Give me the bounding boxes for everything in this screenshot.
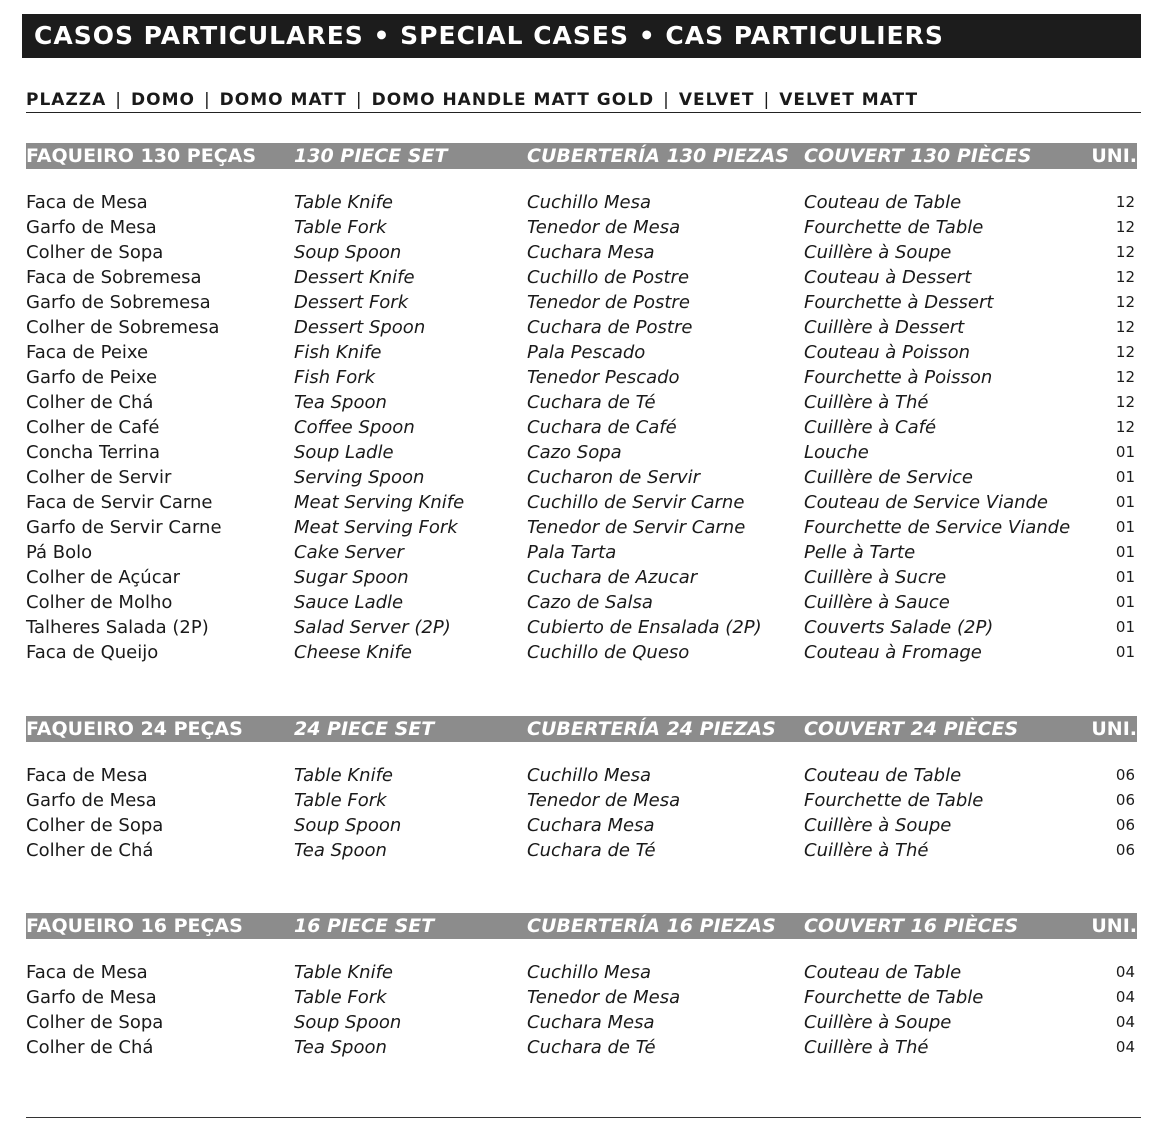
item-name: Cuillère à Soupe xyxy=(804,1012,952,1033)
item-name: Couteau à Fromage xyxy=(804,642,982,663)
item-name: Table Knife xyxy=(294,192,393,213)
table-row xyxy=(26,838,1137,863)
item-name: Fish Knife xyxy=(294,342,382,363)
item-name: Faca de Mesa xyxy=(26,962,148,983)
item-name: Tea Spoon xyxy=(294,840,387,861)
item-name: Faca de Mesa xyxy=(26,765,148,786)
item-name: Couteau de Table xyxy=(804,192,962,213)
item-name: Cuchillo Mesa xyxy=(527,765,652,786)
table-row xyxy=(26,515,1137,540)
item-name: Cuchillo de Queso xyxy=(527,642,690,663)
item-name: Cake Server xyxy=(294,542,404,563)
unit-count: 01 xyxy=(1115,493,1135,511)
item-name: Soup Spoon xyxy=(294,242,402,263)
item-name: Tea Spoon xyxy=(294,1037,387,1058)
item-name: Cuchara de Té xyxy=(527,1037,656,1058)
unit-count: 01 xyxy=(1115,643,1135,661)
item-name: Table Fork xyxy=(294,790,387,811)
item-name: Fourchette de Service Viande xyxy=(804,517,1071,538)
unit-count: 04 xyxy=(1115,963,1135,981)
unit-count: 06 xyxy=(1115,841,1135,859)
product-line-domo-handle-matt-gold: DOMO HANDLE MATT GOLD xyxy=(371,90,655,110)
header-cell: CUBERTERÍA 24 PIEZAS xyxy=(527,718,776,740)
unit-count: 12 xyxy=(1115,368,1135,386)
table-row xyxy=(26,985,1137,1010)
unit-count: 12 xyxy=(1115,268,1135,286)
item-name: Tenedor de Mesa xyxy=(527,987,681,1008)
section-header xyxy=(26,143,1137,169)
table-row xyxy=(26,590,1137,615)
item-name: Concha Terrina xyxy=(26,442,160,463)
separator: | xyxy=(203,90,211,110)
item-name: Cucharon de Servir xyxy=(527,467,701,488)
item-name: Salad Server (2P) xyxy=(294,617,451,638)
table-row xyxy=(26,340,1137,365)
item-name: Cuillère à Thé xyxy=(804,392,929,413)
item-name: Cazo de Salsa xyxy=(527,592,653,613)
item-name: Colher de Molho xyxy=(26,592,173,613)
table-row xyxy=(26,1010,1137,1035)
product-line-domo: DOMO xyxy=(131,90,195,110)
item-name: Garfo de Mesa xyxy=(26,987,157,1008)
item-name: Cubierto de Ensalada (2P) xyxy=(527,617,762,638)
unit-count: 12 xyxy=(1115,318,1135,336)
item-name: Table Fork xyxy=(294,987,387,1008)
table-row xyxy=(26,190,1137,215)
item-name: Tenedor de Postre xyxy=(527,292,690,313)
section-rows xyxy=(26,960,1137,1060)
item-name: Table Knife xyxy=(294,765,393,786)
unit-count: 04 xyxy=(1115,988,1135,1006)
bottom-rule xyxy=(26,1117,1141,1118)
item-name: Cuchillo Mesa xyxy=(527,962,652,983)
item-name: Couteau à Poisson xyxy=(804,342,971,363)
item-name: Garfo de Sobremesa xyxy=(26,292,211,313)
item-name: Cuillère à Soupe xyxy=(804,242,952,263)
section-24-piece-set xyxy=(26,716,1137,863)
separator: | xyxy=(763,90,771,110)
section-header xyxy=(26,716,1137,742)
item-name: Garfo de Servir Carne xyxy=(26,517,222,538)
product-line-velvet: VELVET xyxy=(678,90,755,110)
separator: | xyxy=(663,90,670,110)
table-row xyxy=(26,465,1137,490)
table-row xyxy=(26,440,1137,465)
unit-count: 01 xyxy=(1115,593,1135,611)
section-rows xyxy=(26,763,1137,863)
item-name: Colher de Sopa xyxy=(26,815,164,836)
table-row xyxy=(26,315,1137,340)
item-name: Pala Pescado xyxy=(527,342,646,363)
item-name: Tea Spoon xyxy=(294,392,387,413)
item-name: Colher de Café xyxy=(26,417,160,438)
unit-count: 01 xyxy=(1115,443,1135,461)
table-row xyxy=(26,813,1137,838)
item-name: Cuillère à Thé xyxy=(804,1037,929,1058)
product-line-velvet-matt: VELVET MATT xyxy=(779,90,919,110)
header-cell: UNI. xyxy=(1091,145,1137,167)
item-name: Cheese Knife xyxy=(294,642,412,663)
header-cell: FAQUEIRO 130 PEÇAS xyxy=(26,145,257,167)
table-row xyxy=(26,565,1137,590)
unit-count: 12 xyxy=(1115,343,1135,361)
item-name: Cuillère à Sauce xyxy=(804,592,950,613)
table-row xyxy=(26,788,1137,813)
item-name: Faca de Peixe xyxy=(26,342,149,363)
table-row xyxy=(26,960,1137,985)
item-name: Fourchette à Dessert xyxy=(804,292,994,313)
item-name: Cuchillo de Servir Carne xyxy=(527,492,745,513)
item-name: Meat Serving Fork xyxy=(294,517,458,538)
item-name: Fourchette à Poisson xyxy=(804,367,993,388)
item-name: Pelle à Tarte xyxy=(804,542,916,563)
item-name: Cuchara de Azucar xyxy=(527,567,698,588)
table-row xyxy=(26,390,1137,415)
item-name: Dessert Knife xyxy=(294,267,415,288)
table-row xyxy=(26,415,1137,440)
item-name: Tenedor de Mesa xyxy=(527,217,681,238)
item-name: Garfo de Mesa xyxy=(26,217,157,238)
item-name: Garfo de Mesa xyxy=(26,790,157,811)
item-name: Colher de Chá xyxy=(26,392,154,413)
item-name: Colher de Açúcar xyxy=(26,567,181,588)
unit-count: 04 xyxy=(1115,1013,1135,1031)
item-name: Couverts Salade (2P) xyxy=(804,617,994,638)
separator: | xyxy=(355,90,363,110)
item-name: Fourchette de Table xyxy=(804,217,984,238)
item-name: Colher de Sopa xyxy=(26,1012,164,1033)
item-name: Fourchette de Table xyxy=(804,790,984,811)
section-rows xyxy=(26,190,1137,665)
item-name: Colher de Servir xyxy=(26,467,172,488)
unit-count: 12 xyxy=(1115,293,1135,311)
unit-count: 01 xyxy=(1115,618,1135,636)
item-name: Cuillère à Café xyxy=(804,417,937,438)
unit-count: 01 xyxy=(1115,543,1135,561)
item-name: Cuchillo Mesa xyxy=(527,192,652,213)
header-cell: 16 PIECE SET xyxy=(294,915,435,937)
header-cell: FAQUEIRO 16 PEÇAS xyxy=(26,915,243,937)
item-name: Cuchillo de Postre xyxy=(527,267,690,288)
unit-count: 06 xyxy=(1115,766,1135,784)
table-row xyxy=(26,1035,1137,1060)
unit-count: 01 xyxy=(1115,518,1135,536)
product-line-domo-matt: DOMO MATT xyxy=(219,90,347,110)
unit-count: 01 xyxy=(1115,468,1135,486)
item-name: Couteau à Dessert xyxy=(804,267,972,288)
header-cell: 130 PIECE SET xyxy=(294,145,448,167)
item-name: Cuillère à Sucre xyxy=(804,567,947,588)
item-name: Tenedor Pescado xyxy=(527,367,680,388)
item-name: Soup Spoon xyxy=(294,1012,402,1033)
item-name: Faca de Sobremesa xyxy=(26,267,202,288)
item-name: Cuillère de Service xyxy=(804,467,973,488)
item-name: Garfo de Peixe xyxy=(26,367,158,388)
item-name: Tenedor de Mesa xyxy=(527,790,681,811)
table-row xyxy=(26,615,1137,640)
section-16-piece-set xyxy=(26,913,1137,1060)
header-cell: CUBERTERÍA 130 PIEZAS xyxy=(527,145,789,167)
item-name: Sauce Ladle xyxy=(294,592,404,613)
header-cell: UNI. xyxy=(1091,915,1137,937)
product-line-plazza: PLAZZA xyxy=(26,90,107,110)
page-title: CASOS PARTICULARES • SPECIAL CASES • CAS PARTICULIERS xyxy=(22,14,1141,58)
item-name: Louche xyxy=(804,442,869,463)
item-name: Soup Spoon xyxy=(294,815,402,836)
header-cell: UNI. xyxy=(1091,718,1137,740)
header-cell: COUVERT 16 PIÈCES xyxy=(804,915,1019,937)
table-row xyxy=(26,240,1137,265)
header-cell: COUVERT 130 PIÈCES xyxy=(804,145,1032,167)
item-name: Faca de Queijo xyxy=(26,642,159,663)
section-130-piece-set xyxy=(26,143,1137,665)
item-name: Cuillère à Soupe xyxy=(804,815,952,836)
item-name: Cuillère à Thé xyxy=(804,840,929,861)
item-name: Cazo Sopa xyxy=(527,442,622,463)
unit-count: 12 xyxy=(1115,393,1135,411)
table-row xyxy=(26,640,1137,665)
unit-count: 12 xyxy=(1115,218,1135,236)
item-name: Cuchara de Té xyxy=(527,392,656,413)
item-name: Couteau de Service Viande xyxy=(804,492,1049,513)
item-name: Fourchette de Table xyxy=(804,987,984,1008)
item-name: Tenedor de Servir Carne xyxy=(527,517,746,538)
unit-count: 12 xyxy=(1115,243,1135,261)
item-name: Faca de Servir Carne xyxy=(26,492,213,513)
unit-count: 12 xyxy=(1115,418,1135,436)
table-row xyxy=(26,490,1137,515)
item-name: Cuchara de Café xyxy=(527,417,677,438)
item-name: Colher de Chá xyxy=(26,1037,154,1058)
item-name: Pá Bolo xyxy=(26,542,93,563)
item-name: Soup Ladle xyxy=(294,442,394,463)
table-row xyxy=(26,290,1137,315)
unit-count: 06 xyxy=(1115,791,1135,809)
separator: | xyxy=(115,90,122,110)
unit-count: 01 xyxy=(1115,568,1135,586)
item-name: Dessert Fork xyxy=(294,292,409,313)
item-name: Serving Spoon xyxy=(294,467,425,488)
item-name: Table Fork xyxy=(294,217,387,238)
item-name: Pala Tarta xyxy=(527,542,617,563)
item-name: Cuchara Mesa xyxy=(527,815,655,836)
item-name: Colher de Sobremesa xyxy=(26,317,220,338)
item-name: Cuchara de Té xyxy=(527,840,656,861)
table-row xyxy=(26,365,1137,390)
item-name: Sugar Spoon xyxy=(294,567,409,588)
item-name: Table Knife xyxy=(294,962,393,983)
table-row xyxy=(26,540,1137,565)
item-name: Cuchara de Postre xyxy=(527,317,693,338)
table-row xyxy=(26,265,1137,290)
item-name: Cuchara Mesa xyxy=(527,242,655,263)
header-cell: CUBERTERÍA 16 PIEZAS xyxy=(527,915,776,937)
header-cell: COUVERT 24 PIÈCES xyxy=(804,718,1019,740)
section-header xyxy=(26,913,1137,939)
item-name: Coffee Spoon xyxy=(294,417,415,438)
item-name: Colher de Chá xyxy=(26,840,154,861)
item-name: Fish Fork xyxy=(294,367,376,388)
item-name: Couteau de Table xyxy=(804,765,962,786)
unit-count: 12 xyxy=(1115,193,1135,211)
header-cell: FAQUEIRO 24 PEÇAS xyxy=(26,718,243,740)
item-name: Talheres Salada (2P) xyxy=(26,617,209,638)
item-name: Dessert Spoon xyxy=(294,317,426,338)
header-cell: 24 PIECE SET xyxy=(294,718,435,740)
unit-count: 04 xyxy=(1115,1038,1135,1056)
table-row xyxy=(26,215,1137,240)
item-name: Cuillère à Dessert xyxy=(804,317,965,338)
item-name: Cuchara Mesa xyxy=(527,1012,655,1033)
product-lines xyxy=(26,89,1141,113)
item-name: Colher de Sopa xyxy=(26,242,164,263)
item-name: Meat Serving Knife xyxy=(294,492,465,513)
unit-count: 06 xyxy=(1115,816,1135,834)
item-name: Couteau de Table xyxy=(804,962,962,983)
table-row xyxy=(26,763,1137,788)
item-name: Faca de Mesa xyxy=(26,192,148,213)
